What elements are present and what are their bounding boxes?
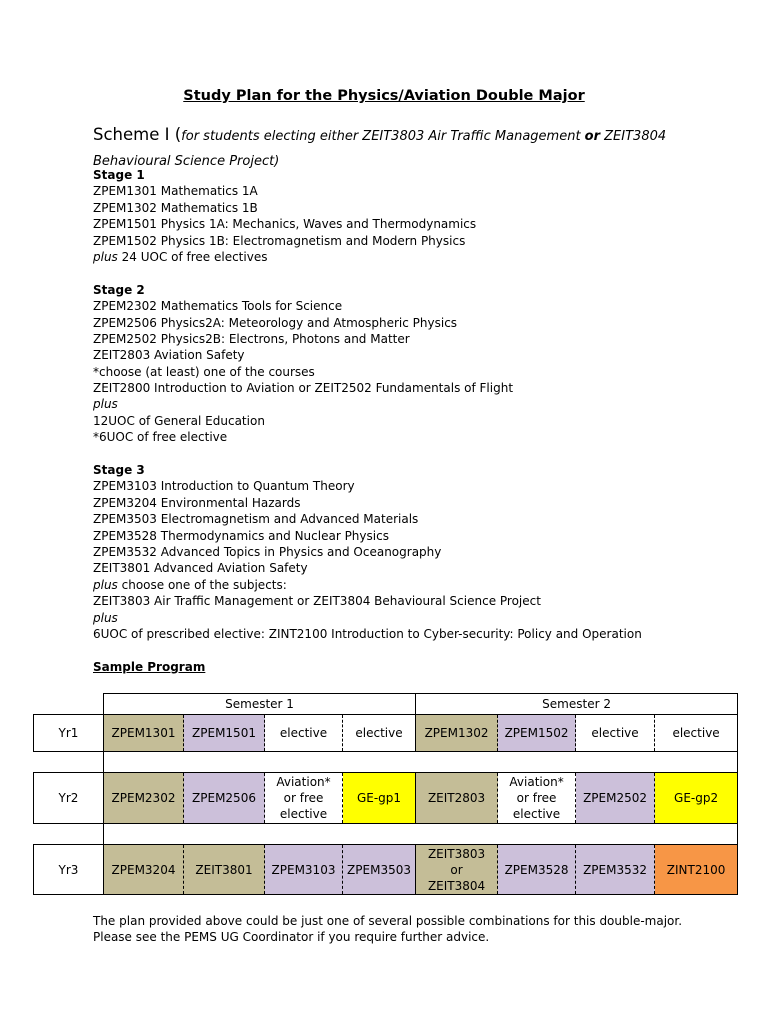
sample-program-label: Sample Program bbox=[93, 659, 206, 674]
course-cell: ZPEM3532 bbox=[576, 845, 655, 895]
stage2-after-line: 12UOC of General Education bbox=[93, 413, 265, 428]
scheme-note-a: for students electing either ZEIT3803 Air Traffic Management bbox=[181, 129, 585, 144]
stage2-line: *choose (at least) one of the courses bbox=[93, 364, 315, 379]
sample-program-table bbox=[33, 693, 738, 895]
gap-cell bbox=[34, 752, 104, 773]
stage3-plus-choose bbox=[93, 577, 753, 593]
course-cell: ZPEM1301 bbox=[104, 715, 184, 752]
footer-note bbox=[93, 913, 753, 946]
stage2-line: ZEIT2800 Introduction to Aviation or ZEIT2502 Fundamentals of Flight bbox=[93, 381, 514, 396]
course-cell: Aviation* or free elective bbox=[498, 773, 576, 824]
course-cell: ZPEM3103 bbox=[265, 845, 343, 895]
stage2-heading: Stage 2 bbox=[93, 282, 145, 297]
stage3-heading: Stage 3 bbox=[93, 463, 145, 478]
plus-word: plus bbox=[93, 577, 118, 592]
spacer bbox=[93, 642, 753, 658]
stage1-plus-line bbox=[93, 249, 753, 265]
stage3-line: ZEIT3801 Advanced Aviation Safety bbox=[93, 561, 308, 576]
footer-line: The plan provided above could be just one of several possible combinations for this double-major. bbox=[93, 914, 683, 928]
stage1-line: ZPEM1301 Mathematics 1A bbox=[93, 184, 258, 199]
stage2-line: ZEIT2803 Aviation Safety bbox=[93, 348, 245, 363]
stage3-line: ZPEM3532 Advanced Topics in Physics and Oceanography bbox=[93, 544, 442, 559]
table-row-yr3 bbox=[34, 845, 738, 895]
gap-cell bbox=[34, 824, 104, 845]
scheme-note-b: ZEIT3804 bbox=[600, 129, 667, 144]
plus-rest: 24 UOC of free electives bbox=[117, 249, 268, 264]
course-cell: Aviation* or free elective bbox=[265, 773, 343, 824]
course-cell: ZPEM3204 bbox=[104, 845, 184, 895]
course-cell: ZPEM3503 bbox=[343, 845, 416, 895]
course-cell: ZINT2100 bbox=[655, 845, 738, 895]
stage3-line: ZPEM3528 Thermodynamics and Nuclear Physics bbox=[93, 528, 389, 543]
course-cell: elective bbox=[343, 715, 416, 752]
stage2-plus: plus bbox=[93, 397, 118, 412]
stage2-line: ZPEM2506 Physics2A: Meteorology and Atmospheric Physics bbox=[93, 315, 458, 330]
spacer bbox=[93, 265, 753, 281]
stage3-choose-line: ZEIT3803 Air Traffic Management or ZEIT3804 Behavioural Science Project bbox=[93, 594, 541, 609]
course-cell: elective bbox=[265, 715, 343, 752]
stage1-heading: Stage 1 bbox=[93, 168, 145, 182]
semester2-header: Semester 2 bbox=[416, 694, 738, 715]
page-title: Study Plan for the Physics/Aviation Double Major bbox=[183, 88, 585, 104]
spacer bbox=[93, 446, 753, 462]
gap-cell bbox=[104, 824, 738, 845]
course-cell: ZPEM1501 bbox=[184, 715, 265, 752]
scheme-heading bbox=[93, 125, 693, 172]
course-cell: ZPEM2502 bbox=[576, 773, 655, 824]
stage3-last-line: 6UOC of prescribed elective: ZINT2100 Introduction to Cyber-security: Policy and Operation bbox=[93, 626, 642, 641]
scheme-note-or: or bbox=[584, 129, 601, 144]
course-cell: ZPEM2506 bbox=[184, 773, 265, 824]
course-cell: elective bbox=[576, 715, 655, 752]
course-cell: ZEIT2803 bbox=[416, 773, 498, 824]
study-plan-body bbox=[93, 167, 753, 675]
year-label: Yr1 bbox=[34, 715, 104, 752]
stage2-line: ZPEM2302 Mathematics Tools for Science bbox=[93, 299, 343, 314]
course-cell: ZPEM1302 bbox=[416, 715, 498, 752]
stage2-line: ZPEM2502 Physics2B: Electrons, Photons and Matter bbox=[93, 331, 410, 346]
course-cell: GE-gp1 bbox=[343, 773, 416, 824]
stage3-line: ZPEM3204 Environmental Hazards bbox=[93, 495, 301, 510]
table-row-yr2 bbox=[34, 773, 738, 824]
course-cell: ZPEM1502 bbox=[498, 715, 576, 752]
stage3-plus: plus bbox=[93, 610, 118, 625]
gap-row bbox=[34, 752, 738, 773]
plus-choose-rest: choose one of the subjects: bbox=[117, 577, 287, 592]
stage3-line: ZPEM3503 Electromagnetism and Advanced Materials bbox=[93, 512, 419, 527]
plus-word: plus bbox=[93, 249, 118, 264]
stage2-after-line: *6UOC of free elective bbox=[93, 430, 228, 445]
stage1-line: ZPEM1502 Physics 1B: Electromagnetism and Modern Physics bbox=[93, 233, 466, 248]
course-cell: ZEIT3803 or ZEIT3804 bbox=[416, 845, 498, 895]
stage1-line: ZPEM1302 Mathematics 1B bbox=[93, 200, 258, 215]
course-cell: elective bbox=[655, 715, 738, 752]
year-label: Yr2 bbox=[34, 773, 104, 824]
scheme-note-c: Behavioural Science Project) bbox=[93, 154, 280, 169]
year-label: Yr3 bbox=[34, 845, 104, 895]
footer-line: Please see the PEMS UG Coordinator if you require further advice. bbox=[93, 930, 490, 945]
stage1-line: ZPEM1501 Physics 1A: Mechanics, Waves and Thermodynamics bbox=[93, 217, 477, 232]
stage3-line: ZPEM3103 Introduction to Quantum Theory bbox=[93, 479, 355, 494]
course-cell: GE-gp2 bbox=[655, 773, 738, 824]
semester1-header: Semester 1 bbox=[104, 694, 416, 715]
course-cell: ZEIT3801 bbox=[184, 845, 265, 895]
table-row-yr1 bbox=[34, 715, 738, 752]
course-cell: ZPEM3528 bbox=[498, 845, 576, 895]
gap-cell bbox=[104, 752, 738, 773]
empty-corner bbox=[34, 694, 104, 715]
course-cell: ZPEM2302 bbox=[104, 773, 184, 824]
scheme-label: Scheme I ( bbox=[93, 125, 182, 144]
gap-row bbox=[34, 824, 738, 845]
semester-header-row bbox=[34, 694, 738, 715]
